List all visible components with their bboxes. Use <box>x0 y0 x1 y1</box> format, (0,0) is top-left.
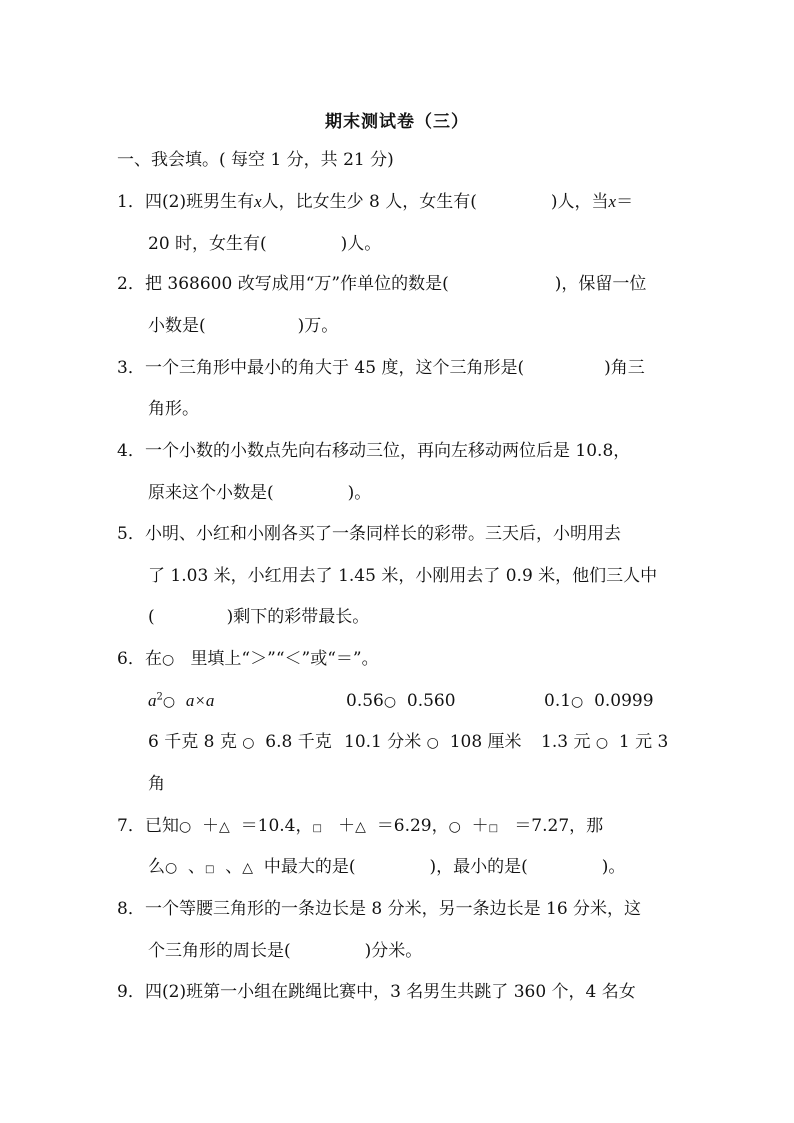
q8-text-a: 一个等腰三角形的一条边长是 8 分米，另一条边长是 16 分米，这 <box>145 899 642 919</box>
question-number: 1． <box>117 192 145 212</box>
question-6-line3 <box>148 773 165 795</box>
circle-icon: ○ <box>162 652 175 668</box>
q5-line2-text: 了 1.03 米，小红用去了 1.45 米，小刚用去了 0.9 米，他们三人中 <box>148 566 658 586</box>
triangle-icon: △ <box>242 860 254 876</box>
question-8-cont <box>148 940 422 962</box>
question-number: 3． <box>117 358 145 378</box>
q2-text-a: 把 368600 改写成用“万”作单位的数是( <box>145 274 449 294</box>
q6-text-a: 在 <box>145 649 162 669</box>
q1-text-d: ＝ <box>616 192 634 212</box>
q1-var: x <box>254 192 262 211</box>
question-4-cont <box>148 482 371 504</box>
q7-eq3: ＝7.27，那 <box>514 816 604 836</box>
plus-sign: ＋ <box>202 816 220 836</box>
q7-text-a: 已知 <box>145 816 179 836</box>
q7-l2-a: 么 <box>148 857 165 877</box>
exponent: 2 <box>156 691 163 703</box>
q7-comma: 、 <box>188 857 206 877</box>
question-7 <box>117 815 603 840</box>
q7-l2-d: )。 <box>601 857 626 877</box>
q1-text-a: 四(2)班男生有 <box>145 192 255 212</box>
question-7-cont <box>148 856 625 881</box>
q2-cont-end: )万。 <box>297 316 339 336</box>
question-2 <box>117 273 646 295</box>
q4-cont-text: 原来这个小数是( <box>148 483 274 503</box>
question-number: 7． <box>117 816 145 836</box>
q3-text-a: 一个三角形中最小的角大于 45 度，这个三角形是( <box>145 358 525 378</box>
question-5-line2 <box>148 565 657 587</box>
q2-text-b: )，保留一位 <box>554 274 647 294</box>
square-icon: □ <box>488 823 499 834</box>
page-title: 期末测试卷（三） <box>325 112 469 132</box>
circle-icon: ○ <box>165 860 178 876</box>
q6-text-b: 里填上“＞”“＜”或“＝”。 <box>190 649 379 669</box>
circle-icon[interactable]: ○ <box>426 735 439 751</box>
question-9 <box>117 981 636 1003</box>
circle-icon[interactable]: ○ <box>162 694 176 710</box>
compare-r1c1 <box>148 690 214 713</box>
question-number: 9． <box>117 982 145 1002</box>
circle-icon[interactable]: ○ <box>595 735 609 751</box>
q7-eq2: ＝6.29， <box>376 816 449 836</box>
triangle-icon: △ <box>355 819 366 835</box>
compare-r1c2 <box>346 690 456 713</box>
compare-r2c2 <box>344 731 522 754</box>
q7-l2-c: )，最小的是( <box>429 857 528 877</box>
q1-var2: x <box>608 192 617 211</box>
compare-right: a×a <box>185 691 215 710</box>
compare-r1c3 <box>544 690 654 713</box>
q3-text-b: )角三 <box>604 358 645 378</box>
circle-icon: ○ <box>179 819 192 835</box>
question-number: 8． <box>117 899 145 919</box>
compare-left: 0.1 <box>544 691 572 711</box>
compare-right: 6.8 千克 <box>265 732 332 752</box>
q5-text-a: 小明、小红和小刚各买了一条同样长的彩带。三天后，小明用去 <box>145 524 621 544</box>
compare-right: 108 厘米 <box>449 732 522 752</box>
question-number: 2． <box>117 274 145 294</box>
compare-left: a <box>148 691 157 710</box>
question-5 <box>117 523 621 545</box>
compare-r2c1 <box>148 731 332 754</box>
compare-left: 10.1 分米 <box>344 732 422 752</box>
q2-cont-text: 小数是( <box>148 316 206 336</box>
square-icon: □ <box>205 864 215 875</box>
question-number: 5． <box>117 524 145 544</box>
question-number: 4． <box>117 441 145 461</box>
q7-eq1: ＝10.4， <box>240 816 313 836</box>
compare-right: 0.560 <box>406 691 456 711</box>
q5-line3-start: ( <box>148 607 155 627</box>
circle-icon[interactable]: ○ <box>383 694 397 710</box>
q1-cont-text: 20 时，女生有( <box>148 234 267 254</box>
q3-cont-text: 角形。 <box>148 399 199 419</box>
plus-sign: ＋ <box>471 816 489 836</box>
q4-text-a: 一个小数的小数点先向右移动三位，再向左移动两位后是 10.8， <box>145 441 631 461</box>
plus-sign: ＋ <box>338 816 356 836</box>
compare-right: 0.0999 <box>594 691 654 711</box>
question-3-cont <box>148 398 199 420</box>
square-icon: □ <box>312 823 322 834</box>
triangle-icon: △ <box>219 819 230 835</box>
circle-icon[interactable]: ○ <box>242 735 255 751</box>
q7-l2-b: 中最大的是( <box>263 857 356 877</box>
q8-cont-text: 个三角形的周长是( <box>148 941 291 961</box>
question-1 <box>117 191 633 213</box>
question-8 <box>117 898 641 920</box>
q1-text-b: 人，比女生少 8 人，女生有( <box>261 192 477 212</box>
q8-cont-end: )分米。 <box>364 941 423 961</box>
compare-left: 0.56 <box>346 691 384 711</box>
q1-text-c: )人，当 <box>550 192 609 212</box>
q4-cont-end: )。 <box>347 483 372 503</box>
section-header: 一、我会填。( 每空 1 分，共 21 分) <box>117 150 394 170</box>
q6-r3-text: 角 <box>148 774 165 794</box>
compare-left: 1.3 元 <box>541 732 591 752</box>
question-5-line3 <box>148 606 369 628</box>
q9-text-a: 四(2)班第一小组在跳绳比赛中，3 名男生共跳了 360 个，4 名女 <box>145 982 636 1002</box>
compare-right: 1 元 3 <box>618 732 669 752</box>
question-2-cont <box>148 315 338 337</box>
question-number: 6． <box>117 649 145 669</box>
q7-comma: 、 <box>225 857 243 877</box>
question-6 <box>117 648 379 671</box>
question-3 <box>117 357 645 379</box>
question-1-cont <box>148 233 381 255</box>
circle-icon[interactable]: ○ <box>571 694 584 710</box>
circle-icon: ○ <box>448 819 461 835</box>
compare-left: 6 千克 8 克 <box>148 732 237 752</box>
compare-r2c3 <box>541 731 668 754</box>
q5-line3-end: )剩下的彩带最长。 <box>226 607 370 627</box>
q1-cont-end: )人。 <box>340 234 382 254</box>
question-4 <box>117 440 630 462</box>
